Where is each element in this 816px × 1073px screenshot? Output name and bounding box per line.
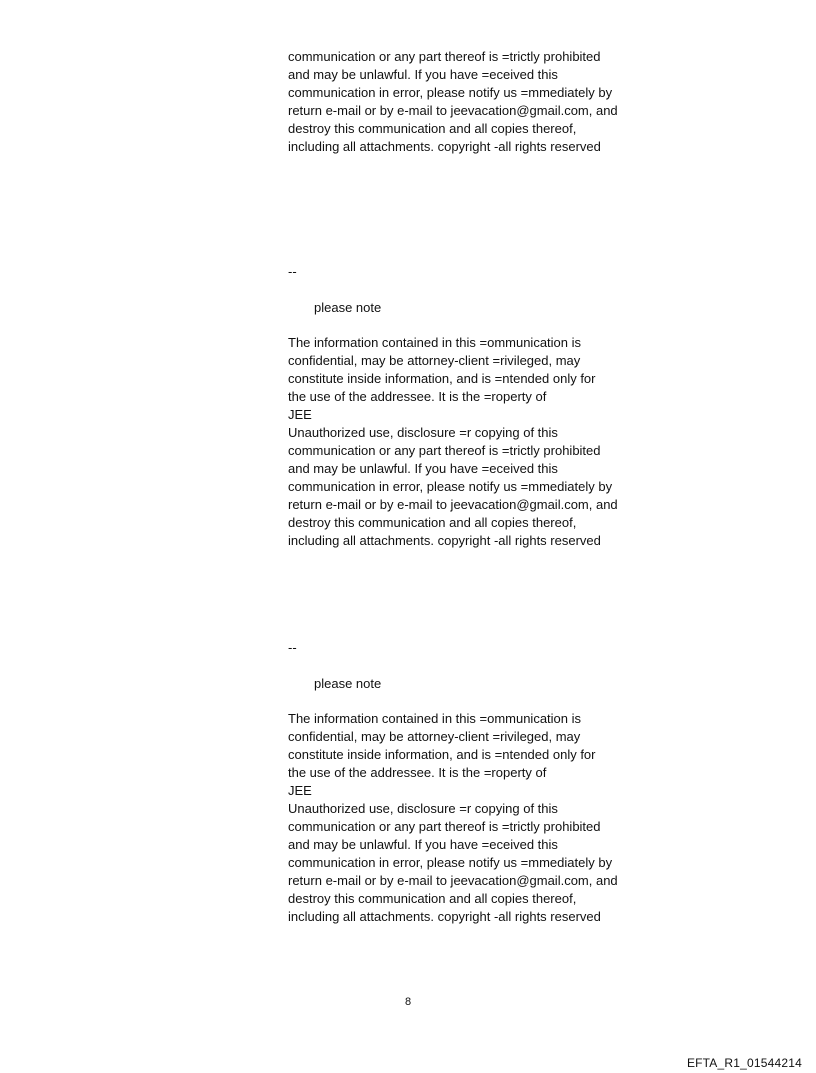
page-number: 8 (404, 996, 412, 1008)
text-line: confidential, may be attorney-client =rivileged, may (288, 353, 581, 368)
text-line: The information contained in this =ommunication is (288, 335, 582, 350)
text-line: constitute inside information, and is =ntended only for (288, 371, 596, 386)
text-line: JEE (288, 407, 312, 422)
text-line: confidential, may be attorney-client =rivileged, may (288, 729, 581, 744)
text-line: and may be unlawful. If you have =eceived this (288, 461, 558, 476)
text-line: destroy this communication and all copies thereof, (288, 891, 577, 906)
please-note-heading: please note (314, 300, 382, 315)
signature-separator: -- (288, 264, 297, 279)
text-line: JEE (288, 783, 312, 798)
text-line: communication or any part thereof is =trictly prohibited (288, 49, 601, 64)
text-line: The information contained in this =ommunication is (288, 711, 582, 726)
text-line: Unauthorized use, disclosure =r copying of this (288, 425, 558, 440)
text-line: including all attachments. copyright -all rights reserved (288, 909, 601, 924)
text-line: communication in error, please notify us =mmediately by (288, 85, 613, 100)
text-line: communication in error, please notify us =mmediately by (288, 479, 613, 494)
text-line: including all attachments. copyright -all rights reserved (288, 533, 601, 548)
disclaimer-block-top (288, 48, 648, 156)
text-line: communication or any part thereof is =trictly prohibited (288, 819, 601, 834)
text-line: Unauthorized use, disclosure =r copying of this (288, 801, 558, 816)
text-line: communication in error, please notify us =mmediately by (288, 855, 613, 870)
text-line: and may be unlawful. If you have =eceived this (288, 837, 558, 852)
text-line: communication or any part thereof is =trictly prohibited (288, 443, 601, 458)
disclaimer-block-2 (288, 710, 648, 926)
text-line: including all attachments. copyright -all rights reserved (288, 139, 601, 154)
signature-separator: -- (288, 640, 297, 655)
text-line: the use of the addressee. It is the =roperty of (288, 765, 547, 780)
text-line: the use of the addressee. It is the =roperty of (288, 389, 547, 404)
text-line: return e-mail or by e-mail to jeevacation@gmail.com, and (288, 103, 618, 118)
text-line: destroy this communication and all copies thereof, (288, 515, 577, 530)
disclaimer-block-1 (288, 334, 648, 550)
document-id: EFTA_R1_01544214 (686, 1056, 802, 1070)
text-line: and may be unlawful. If you have =eceived this (288, 67, 558, 82)
text-line: constitute inside information, and is =ntended only for (288, 747, 596, 762)
text-line: destroy this communication and all copies thereof, (288, 121, 577, 136)
text-line: return e-mail or by e-mail to jeevacation@gmail.com, and (288, 497, 618, 512)
text-line: return e-mail or by e-mail to jeevacation@gmail.com, and (288, 873, 618, 888)
please-note-heading: please note (314, 676, 382, 691)
